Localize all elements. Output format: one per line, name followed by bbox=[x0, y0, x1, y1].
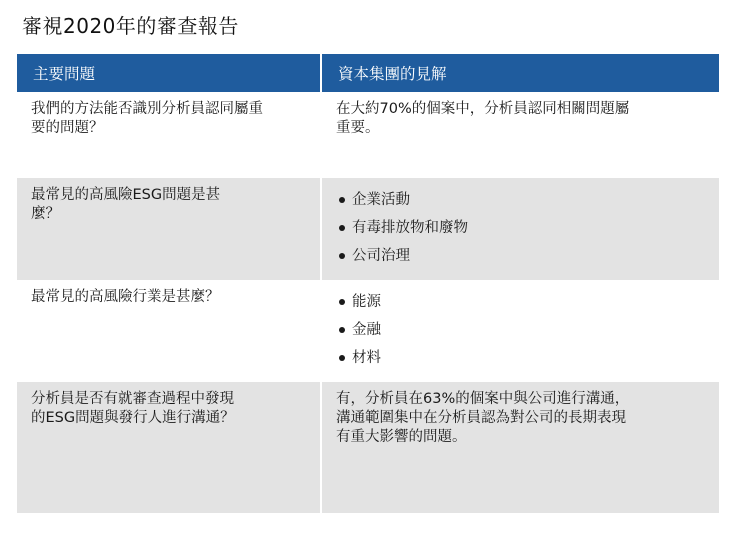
page-title: 審視2020年的審查報告 bbox=[22, 14, 239, 38]
bullet-icon bbox=[339, 299, 345, 305]
list-item-text: 能源 bbox=[352, 293, 381, 310]
table-header-row bbox=[17, 54, 719, 92]
answer-text: 有，分析員在63%的個案中與公司進行溝通， 溝通範圍集中在分析員認為對公司的長期表現 有重大影響的問題。 bbox=[336, 391, 630, 445]
bullet-icon bbox=[339, 225, 345, 231]
question-cell bbox=[17, 382, 321, 513]
question-cell bbox=[17, 280, 321, 382]
list-item bbox=[336, 316, 709, 344]
list-item bbox=[336, 214, 709, 242]
question-text: 我們的方法能否識別分析員認同屬重 要的問題？ bbox=[31, 101, 263, 136]
list-item bbox=[336, 186, 709, 214]
bullet-list bbox=[336, 186, 709, 270]
list-item-text: 企業活動 bbox=[352, 191, 410, 208]
list-item-text: 金融 bbox=[352, 321, 381, 338]
table-row bbox=[17, 178, 719, 280]
bullet-icon bbox=[339, 197, 345, 203]
bullet-icon bbox=[339, 355, 345, 361]
question-cell bbox=[17, 178, 321, 280]
answer-cell bbox=[321, 382, 719, 513]
list-item-text: 公司治理 bbox=[352, 247, 410, 264]
table-row bbox=[17, 280, 719, 382]
review-table bbox=[17, 54, 719, 513]
question-text: 最常見的高風險行業是甚麼？ bbox=[31, 289, 220, 305]
column-header-key-questions: 主要問題 bbox=[17, 54, 321, 92]
list-item-text: 材料 bbox=[352, 349, 381, 366]
question-text: 最常見的高風險ESG問題是甚 麼？ bbox=[31, 187, 221, 222]
column-header-insights: 資本集團的見解 bbox=[321, 54, 719, 92]
bullet-icon bbox=[339, 253, 345, 259]
answer-cell bbox=[321, 92, 719, 178]
bullet-list bbox=[336, 288, 709, 372]
table-row bbox=[17, 92, 719, 178]
question-text: 分析員是否有就審查過程中發現 的ESG問題與發行人進行溝通？ bbox=[31, 391, 235, 426]
answer-text: 在大約70%的個案中，分析員認同相關問題屬 重要。 bbox=[336, 101, 630, 136]
answer-cell bbox=[321, 178, 719, 280]
list-item bbox=[336, 344, 709, 372]
question-cell bbox=[17, 92, 321, 178]
list-item bbox=[336, 242, 709, 270]
answer-cell bbox=[321, 280, 719, 382]
bullet-icon bbox=[339, 327, 345, 333]
list-item bbox=[336, 288, 709, 316]
table-row bbox=[17, 382, 719, 513]
list-item-text: 有毒排放物和廢物 bbox=[352, 219, 468, 236]
